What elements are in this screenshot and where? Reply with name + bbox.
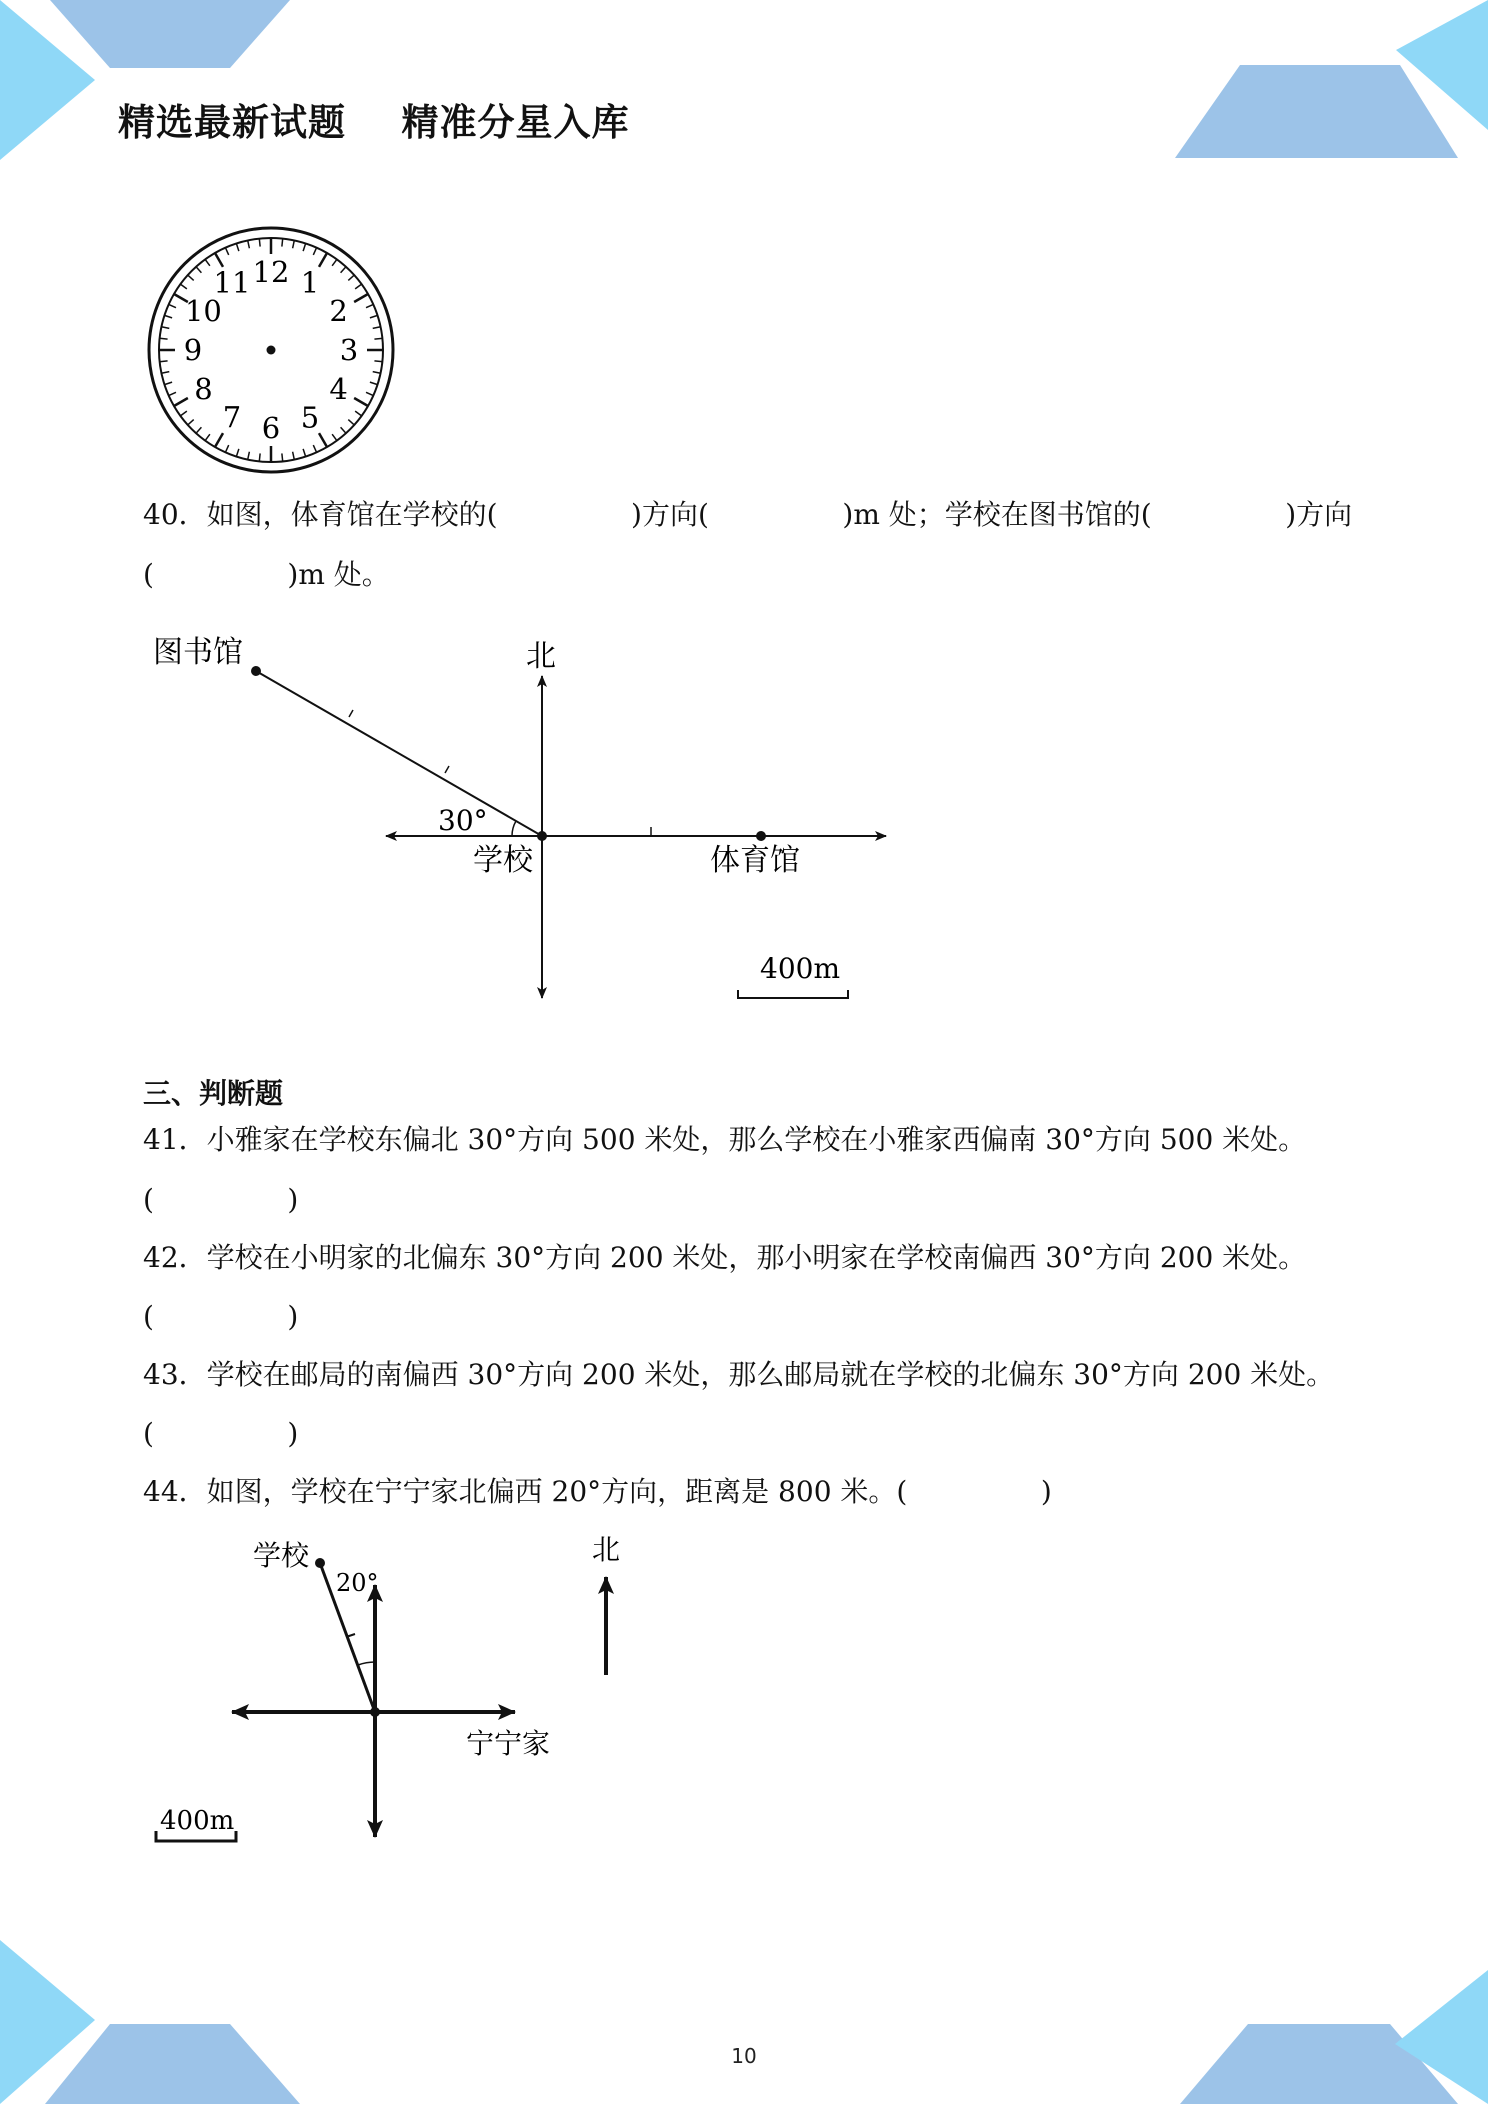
home-point [370,1707,380,1717]
clock-minute-tick [373,372,381,374]
angle-label: 20° [336,1569,379,1597]
clock-minute-tick [164,382,172,384]
clock-minute-tick [374,361,382,362]
section-title: 三、判断题 [143,1077,284,1110]
clock-minute-tick [348,275,354,280]
clock-face [141,220,401,480]
clock-minute-tick [303,449,305,457]
clock-minute-tick [205,434,210,440]
clock-number: 12 [252,255,290,289]
school-point [537,831,547,841]
clock-minute-tick [225,445,228,452]
library-tick-2 [349,710,353,717]
clock-number: 1 [300,265,320,300]
clock-number: 10 [184,294,222,328]
clock-minute-tick [248,240,250,248]
page-number: 10 [731,2044,757,2068]
clock-minute-tick [169,392,176,395]
clock-minute-tick [160,338,168,339]
scale-label: 400m [760,952,840,985]
clock-number: 5 [300,400,320,435]
clock-minute-tick [373,327,381,329]
clock-minute-tick [313,248,316,255]
question-42: 42．学校在小明家的北偏东 30°方向 200 米处，那小明家在学校南偏西 30°方向 200 米处。 [143,1241,1307,1274]
angle-label: 30° [438,804,488,837]
clock-minute-tick [332,259,337,265]
clock-number: 3 [339,333,359,367]
question-44: 44．如图，学校在宁宁家北偏西 20°方向，距离是 800 米。( ) [143,1475,1052,1508]
clock-minute-tick [293,240,295,248]
clock-hour-tick [174,398,188,406]
question-40-line-1: 40．如图，体育馆在学校的( )方向( )m 处；学校在图书馆的( )方向 [143,498,1353,531]
library-point [251,666,261,676]
clock-minute-tick [259,453,260,461]
question-44-figure [140,1525,660,1855]
clock-number: 7 [222,400,242,435]
clock-minute-tick [355,411,361,416]
clock-minute-tick [303,243,305,251]
clock-number: 9 [183,333,203,367]
north-label: 北 [526,639,556,674]
clock-minute-tick [366,304,373,307]
clock-minute-tick [236,449,238,457]
clock-minute-tick [370,382,378,384]
north-label: 北 [592,1533,621,1566]
library-tick-1 [445,766,449,773]
clock-number: 2 [329,294,348,328]
clock-number: 4 [329,372,348,406]
header-title: 精选最新试题 精准分星入库 [118,101,630,144]
clock-minute-tick [248,452,250,460]
clock-center-dot [267,346,276,355]
gym-label: 体育馆 [710,843,800,878]
clock-hour-tick [215,433,223,447]
deco-trapezoid-top-left [50,0,290,68]
clock-minute-tick [169,304,176,307]
clock-minute-tick [188,275,194,280]
library-label: 图书馆 [153,635,243,670]
school-point [315,1558,325,1568]
clock-minute-tick [332,434,337,440]
clock-minute-tick [196,267,201,273]
scale-label: 400m [160,1806,235,1836]
clock-minute-tick [160,361,168,362]
clock-minute-tick [164,315,172,317]
question-41: 41．小雅家在学校东偏北 30°方向 500 米处，那么学校在小雅家西偏南 30°方向 500 米处。 [143,1123,1307,1156]
clock-minute-tick [355,284,361,289]
question-43: 43．学校在邮局的南偏西 30°方向 200 米处，那么邮局就在学校的北偏东 30°方向 200 米处。 [143,1358,1335,1391]
library-line [256,671,542,836]
clock-number: 6 [261,411,281,445]
clock-minute-tick [370,315,378,317]
question-43-blank: ( ) [143,1417,299,1450]
question-41-blank: ( ) [143,1183,299,1216]
clock-minute-tick [180,284,186,289]
corner-decoration-bottom [0,1934,1488,2104]
question-42-blank: ( ) [143,1300,299,1333]
clock-minute-tick [341,267,346,273]
clock-minute-tick [282,453,283,461]
school-label: 学校 [253,1539,310,1572]
clock-minute-tick [293,452,295,460]
gym-point [756,831,766,841]
clock-minute-tick [205,259,210,265]
clock-hour-tick [319,433,327,447]
clock-minute-tick [188,420,194,425]
clock-minute-tick [374,338,382,339]
clock-hour-tick [319,253,327,267]
clock-minute-tick [196,427,201,433]
clock-minute-tick [313,445,316,452]
home-label: 宁宁家 [466,1727,551,1760]
school-label: 学校 [473,843,533,878]
angle-arc [512,821,516,836]
clock-hour-tick [354,398,368,406]
clock-minute-tick [161,372,169,374]
angle-arc [358,1662,375,1665]
clock-minute-tick [180,411,186,416]
deco-trapezoid-top-right [1175,65,1458,158]
clock-minute-tick [366,392,373,395]
clock-minute-tick [236,243,238,251]
clock-minute-tick [341,427,346,433]
clock-minute-tick [282,239,283,247]
clock-minute-tick [259,239,260,247]
question-40-line-2: ( )m 处。 [143,558,390,591]
clock-minute-tick [225,248,228,255]
clock-minute-tick [348,420,354,425]
clock-hour-tick [354,294,368,302]
clock-number: 11 [213,265,251,300]
clock-minute-tick [161,327,169,329]
clock-number: 8 [194,372,213,406]
question-40-figure [140,620,920,1000]
scale-bar [738,990,848,998]
